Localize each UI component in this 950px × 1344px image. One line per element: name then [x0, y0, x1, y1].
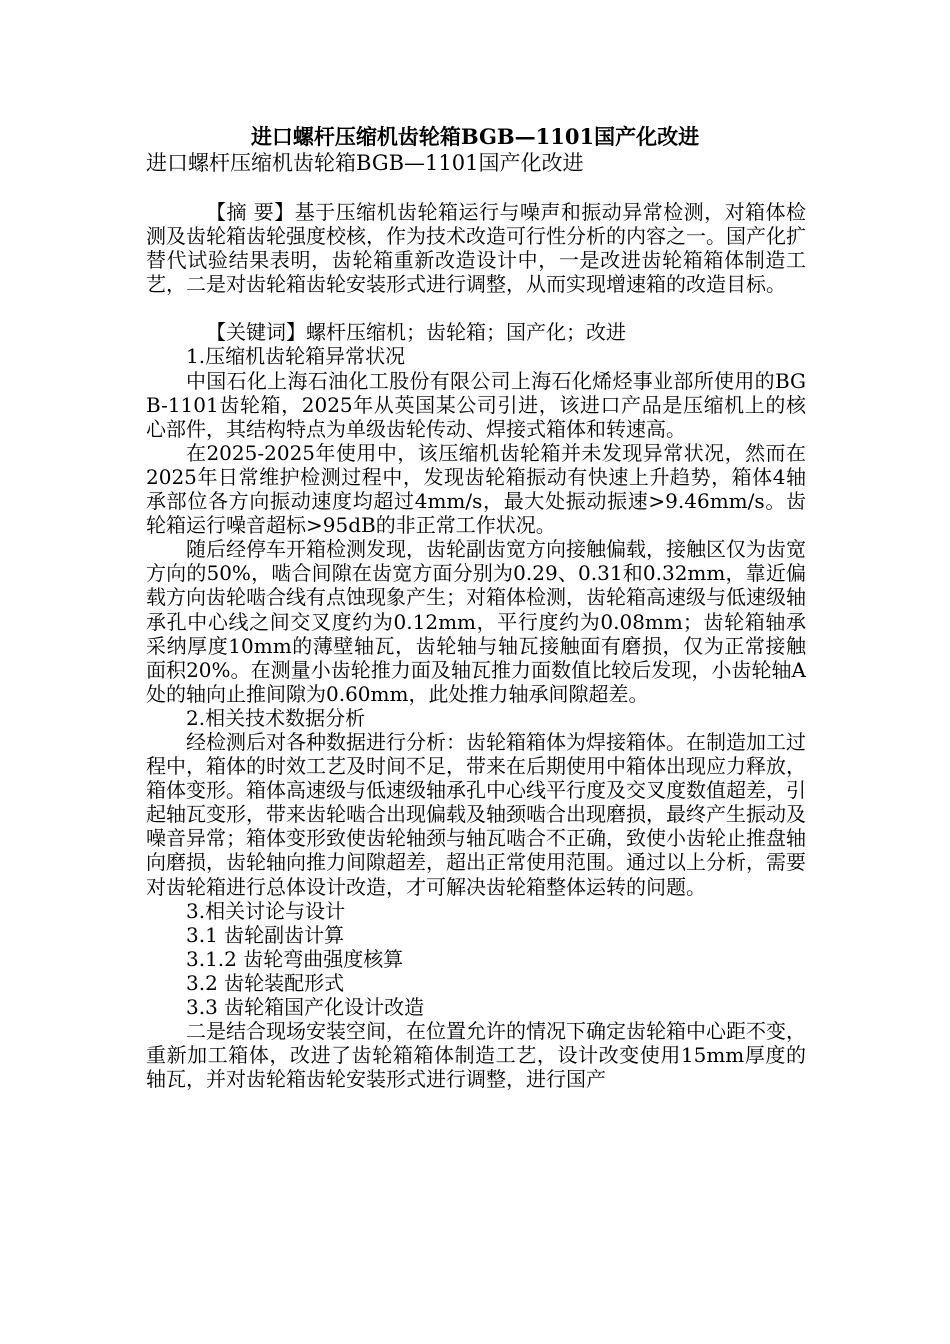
document-subtitle: 进口螺杆压缩机齿轮箱BGB—1101国产化改进 — [146, 151, 584, 175]
abstract-paragraph: 【摘 要】基于压缩机齿轮箱运行与噪声和振动异常检测，对箱体检测及齿轮箱齿轮强度校核，作为技术改造可行性分析的内容之一。国产化扩替代试验结果表明，齿轮箱重新改造设计中，一是改进齿轮箱箱体制造工艺，二是对齿轮箱齿轮安装形式进行调整，从而实现增速箱的改造目标。 — [146, 200, 806, 297]
spacer — [146, 296, 806, 320]
section-heading-3-2: 3.2 齿轮装配形式 — [186, 970, 345, 995]
section-heading-3-3: 3.3 齿轮箱国产化设计改造 — [186, 995, 425, 1019]
document-body — [146, 200, 806, 1091]
section-heading-3: 3.相关讨论与设计 — [186, 898, 346, 923]
section-heading-3-1: 3.1 齿轮副齿计算 — [186, 922, 345, 947]
body-paragraph-2: 在2025-2025年使用中，该压缩机齿轮箱并未发现异常状况，然而在2025年日常维护检测过程中，发现齿轮箱振动有快速上升趋势，箱体4轴承部位各方向振动速度均超过4mm/s，最大处振动振速>9.46mm/s。齿轮箱运行噪音超标>95dB的非正常工作状况。 — [146, 440, 806, 538]
body-paragraph-5: 二是结合现场安装空间，在位置允许的情况下确定齿轮箱中心距不变，重新加工箱体，改进了齿轮箱箱体制造工艺，设计改变使用15mm厚度的轴瓦，并对齿轮箱齿轮安装形式进行调整，进行国产 — [146, 1019, 806, 1092]
section-heading-1: 1.压缩机齿轮箱异常状况 — [186, 344, 406, 369]
body-paragraph-4: 经检测后对各种数据进行分析：齿轮箱箱体为焊接箱体。在制造加工过程中，箱体的时效工艺及时间不足，带来在后期使用中箱体出现应力释放，箱体变形。箱体高速级与低速级轴承孔中心线平行度及交叉度数值超差，引起轴瓦变形，带来齿轮啮合出现偏载及轴颈啮合出现磨损，最终产生振动及噪音异常；箱体变形致使齿轮轴颈与轴瓦啮合不正确，致使小齿轮止推盘轴向磨损，齿轮轴向推力间隙超差，超出正常使用范围。通过以上分析，需要对齿轮箱进行总体设计改造，才可解决齿轮箱整体运转的问题。 — [146, 729, 806, 899]
body-paragraph-1: 中国石化上海石油化工股份有限公司上海石化烯烃事业部所使用的BGB-1101齿轮箱，2025年从英国某公司引进，该进口产品是压缩机上的核心部件，其结构特点为单级齿轮传动、焊接式箱体和转速高。 — [146, 368, 806, 441]
keywords-line: 【关键词】螺杆压缩机；齿轮箱；国产化；改进 — [206, 320, 626, 345]
document-title: 进口螺杆压缩机齿轮箱BGB—1101国产化改进 — [250, 124, 700, 149]
section-heading-2: 2.相关技术数据分析 — [186, 705, 366, 730]
body-paragraph-3: 随后经停车开箱检测发现，齿轮副齿宽方向接触偏载，接触区仅为齿宽方向的50%，啮合间隙在齿宽方面分别为0.29、0.31和0.32mm，靠近偏载方向齿轮啮合线有点蚀现象产生；对箱体检测，齿轮箱高速级与低速级轴承孔中心线之间交叉度约为0.12mm，平行度约为0.08mm；齿轮箱轴承采纳厚度10mm的薄壁轴瓦，齿轮轴与轴瓦接触面有磨损，仅为正常接触面积20%。在测量小齿轮推力面及轴瓦推力面数值比较后发现，小齿轮轴A处的轴向止推间隙为0.60mm，此处推力轴承间隙超差。 — [146, 537, 806, 706]
section-heading-3-1-2: 3.1.2 齿轮弯曲强度核算 — [186, 946, 404, 971]
